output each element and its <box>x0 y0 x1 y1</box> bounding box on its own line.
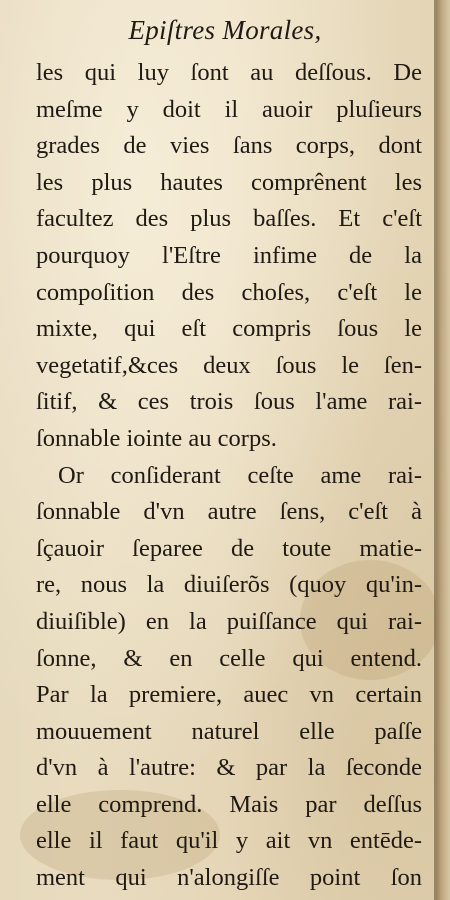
text-line: mixte, qui eſt compris ſous le <box>36 315 422 343</box>
text-line: mouuement naturel elle paſſe <box>36 717 422 745</box>
text-line: ſitif, & ces trois ſous l'ame rai- <box>36 388 422 416</box>
text-line: les qui luy ſont au deſſous. De <box>36 59 422 86</box>
text-line: diuiſible) en la puiſſance qui rai- <box>36 607 422 635</box>
text-line: facultez des plus baſſes. Et c'eſt <box>36 205 422 233</box>
text-line: ſonne, & en celle qui entend. <box>36 644 422 672</box>
page-edge <box>436 0 450 900</box>
text-line: vegetatif,&ces deux ſous le ſen- <box>36 351 422 379</box>
text-line: re, nous la diuiſerõs (quoy qu'in- <box>36 571 422 599</box>
text-line: elle il faut qu'il y ait vn entēde- <box>36 827 422 855</box>
running-head: Epiſtres Morales, <box>128 15 322 45</box>
text-line: compoſition des choſes, c'eſt le <box>36 278 422 306</box>
text-line: ſçauoir ſeparee de toute matie- <box>36 534 422 562</box>
body-text <box>36 55 422 897</box>
text-line: Or conſiderant ceſte ame rai- <box>58 461 422 489</box>
text-line: meſme y doit il auoir pluſieurs <box>36 95 422 123</box>
text-line: grades de vies ſans corps, dont <box>36 132 422 160</box>
text-line: Par la premiere, auec vn certain <box>36 681 422 709</box>
text-line: ſonnable iointe au corps. <box>36 424 277 452</box>
text-line: ſonnable d'vn autre ſens, c'eſt à <box>36 498 422 526</box>
text-line: ment qui n'alongiſſe point ſon <box>36 864 422 892</box>
text-line: d'vn à l'autre: & par la ſeconde <box>36 754 422 782</box>
text-line: les plus hautes comprênent les <box>36 168 422 196</box>
text-line: elle comprend. Mais par deſſus <box>36 790 422 818</box>
text-line: pourquoy l'Eſtre infime de la <box>36 241 422 269</box>
